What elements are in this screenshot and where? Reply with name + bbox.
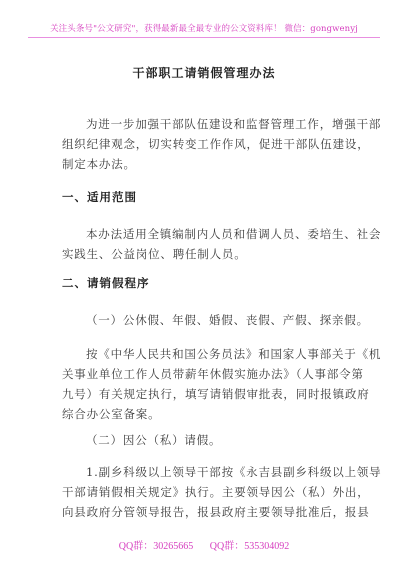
para1-line: 按《中华人民共和国公务员法》和国家人事部关于《机 bbox=[86, 347, 382, 361]
footer-qq-group-1: QQ群：30265665 bbox=[118, 541, 194, 552]
para2-line: 1.副乡科级以上领导干部按《永吉县副乡科级以上领导 bbox=[86, 465, 382, 479]
section1-line: 实践生、公益岗位、聘任制人员。 bbox=[62, 247, 247, 261]
section2-sub2 bbox=[62, 430, 352, 450]
section1-paragraph bbox=[62, 224, 382, 264]
section2-heading: 二、请销假程序 bbox=[62, 276, 150, 290]
sub2-line: （二）因公（私）请假。 bbox=[86, 433, 222, 447]
intro-line: 制定本办法。 bbox=[62, 157, 136, 171]
para1-line: 九号）有关规定执行，填写请销假审批表，同时报镇政府 bbox=[62, 387, 370, 401]
footer-qq-group-2: QQ群：535304092 bbox=[209, 541, 290, 552]
header-divider bbox=[28, 37, 380, 38]
section2-paragraph1 bbox=[62, 344, 382, 424]
header-notice: 关注头条号"公文研究"，获得最新最全最专业的公文资料库！ 微信：gongwenyj bbox=[50, 24, 358, 34]
intro-paragraph bbox=[62, 114, 382, 174]
para2-line: 干部请销假相关规定》执行。主要领导因公（私）外出， bbox=[62, 485, 370, 499]
section1-heading: 一、适用范围 bbox=[62, 190, 137, 204]
section2-paragraph2 bbox=[62, 462, 382, 522]
document-title: 干部职工请销假管理办法 bbox=[132, 66, 276, 80]
section1-line: 本办法适用全镇编制内人员和借调人员、委培生、社会 bbox=[86, 227, 382, 241]
intro-line: 组织纪律观念，切实转变工作作风，促进干部队伍建设， bbox=[62, 137, 370, 151]
para1-line: 综合办公室备案。 bbox=[62, 407, 161, 421]
sub1-line: （一）公休假、年假、婚假、丧假、产假、探亲假。 bbox=[86, 313, 369, 327]
footer-contacts bbox=[0, 537, 408, 552]
intro-line: 为进一步加强干部队伍建设和监督管理工作，增强干部 bbox=[86, 117, 382, 131]
para1-line: 关事业单位工作人员带薪年休假实施办法》（人事部令第 bbox=[62, 367, 364, 381]
para2-line: 向县政府分管领导报告，报县政府主要领导批准后，报县 bbox=[62, 505, 370, 519]
section2-sub1 bbox=[62, 310, 369, 330]
